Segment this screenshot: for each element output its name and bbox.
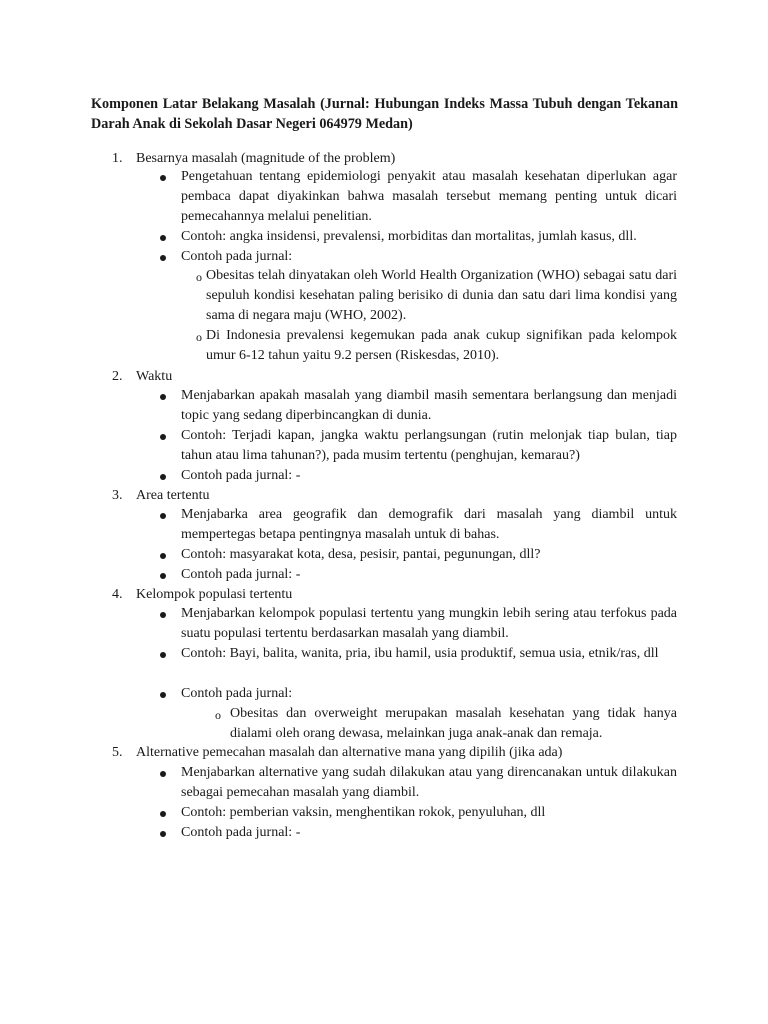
bullet-item: Contoh pada jurnal: — [181, 686, 293, 701]
bullet-icon — [160, 547, 168, 555]
document-title: Komponen Latar Belakang Masalah (Jurnal: Hubungan Indeks Massa Tubuh dengan Tekanan Darah Anak di Sekolah Dasar Negeri 064979 Medan) — [91, 96, 678, 132]
bullet-icon — [160, 825, 168, 833]
bullet-item: Menjabarkan apakah masalah yang diambil masih sementara berlangsung dan menjadi topic yang sedang diperbincangkan di dunia. — [181, 388, 677, 423]
bullet-icon — [160, 507, 168, 515]
bullet-icon — [160, 686, 168, 694]
bullet-item: Contoh pada jurnal: - — [181, 825, 301, 840]
sub-item: Obesitas telah dinyatakan oleh World Health Organization (WHO) sebagai satu dari sepuluh kondisi kesehatan paling berisiko di dunia dan satu dari lima kondisi yang sama di negara maju (WHO, 2002). — [206, 268, 677, 323]
bullet-item: Contoh: masyarakat kota, desa, pesisir, pantai, pegunungan, dll? — [181, 547, 541, 562]
bullet-icon — [160, 765, 168, 773]
bullet-icon — [160, 606, 168, 614]
sub-item: Obesitas dan overweight merupakan masalah kesehatan yang tidak hanya dialami oleh orang dewasa, melainkan juga anak-anak dan remaja. — [230, 706, 677, 741]
bullet-icon — [160, 805, 168, 813]
section-heading: 5. Alternative pemecahan masalah dan alternative mana yang dipilih (jika ada) — [112, 745, 563, 760]
bullet-item: Menjabarkan kelompok populasi tertentu yang mungkin lebih sering atau terfokus pada suatu populasi tertentu berdasarkan masalah yang diambil. — [181, 606, 677, 641]
bullet-icon — [160, 229, 168, 237]
bullet-icon — [160, 468, 168, 476]
section-heading: 4. Kelompok populasi tertentu — [112, 587, 293, 602]
bullet-icon — [160, 388, 168, 396]
section-heading: 2. Waktu — [112, 369, 173, 384]
sub-item: Di Indonesia prevalensi kegemukan pada anak cukup signifikan pada kelompok umur 6-12 tahun yaitu 9.2 persen (Riskesdas, 2010). — [206, 328, 677, 363]
bullet-icon — [160, 428, 168, 436]
bullet-item: Contoh pada jurnal: - — [181, 567, 301, 582]
bullet-icon — [160, 567, 168, 575]
bullet-item: Contoh pada jurnal: — [181, 249, 293, 264]
bullet-item: Pengetahuan tentang epidemiologi penyakit atau masalah kesehatan diperlukan agar pembaca dapat diyakinkan bahwa masalah tersebut memang penting untuk dicari pemecahannya melalui penelitian. — [181, 169, 677, 224]
bullet-item: Contoh: Bayi, balita, wanita, pria, ibu hamil, usia produktif, semua usia, etnik/ras, dll — [181, 646, 659, 661]
bullet-icon — [160, 249, 168, 257]
bullet-item: Menjabarkan alternative yang sudah dilakukan atau yang direncanakan untuk dilakukan sebagai pemecahan masalah yang diambil. — [181, 765, 677, 800]
circle-bullet-icon: o — [196, 270, 202, 284]
bullet-icon — [160, 169, 168, 177]
bullet-item: Contoh: pemberian vaksin, menghentikan rokok, penyuluhan, dll — [181, 805, 546, 820]
section-heading: 1. Besarnya masalah (magnitude of the problem) — [112, 151, 396, 166]
bullet-item: Contoh: Terjadi kapan, jangka waktu perlangsungan (rutin melonjak tiap bulan, tiap tahun atau lima tahunan?), pada musim tertentu (penghujan, kemarau?) — [181, 428, 677, 463]
bullet-item: Contoh: angka insidensi, prevalensi, morbiditas dan mortalitas, jumlah kasus, dll. — [181, 229, 637, 244]
circle-bullet-icon: o — [215, 708, 221, 722]
section-heading: 3. Area tertentu — [112, 488, 210, 503]
bullet-item: Menjabarka area geografik dan demografik dari masalah yang diambil untuk mempertegas betapa pentingnya masalah untuk di bahas. — [181, 507, 677, 542]
bullet-icon — [160, 646, 168, 654]
circle-bullet-icon: o — [196, 330, 202, 344]
bullet-item: Contoh pada jurnal: - — [181, 468, 301, 483]
